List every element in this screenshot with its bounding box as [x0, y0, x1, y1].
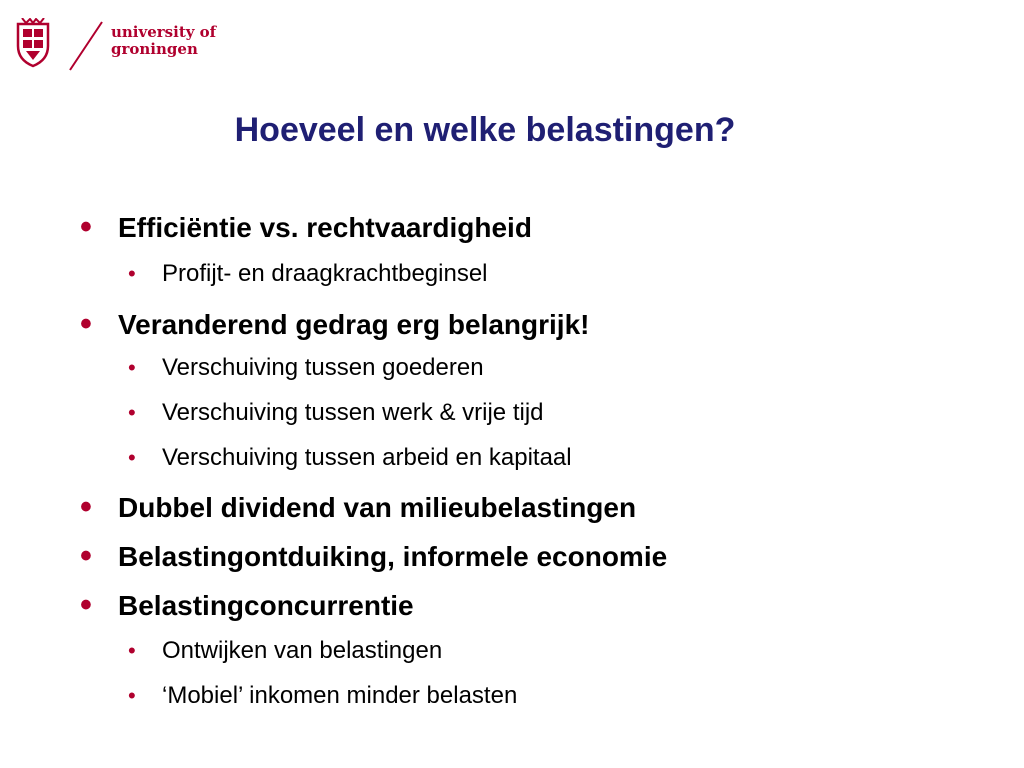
list-item: • Dubbel dividend van milieubelastingen: [80, 488, 637, 526]
list-item: • ‘Mobiel’ inkomen minder belasten: [128, 682, 518, 709]
bullet-icon: •: [128, 355, 136, 380]
bullet-icon: •: [128, 638, 136, 663]
logo-divider-slash: [66, 20, 106, 72]
bullet-icon: •: [128, 261, 136, 286]
university-logo: [14, 18, 217, 74]
bullet-icon: •: [80, 537, 92, 575]
bullet-icon: •: [80, 305, 92, 343]
bullet-icon: •: [128, 445, 136, 470]
bullet-icon: •: [128, 683, 136, 708]
list-item: • Efficiëntie vs. rechtvaardigheid: [80, 208, 532, 246]
bullet-icon: •: [80, 488, 92, 526]
university-crest-icon: [14, 18, 52, 68]
slide-title: Hoeveel en welke belastingen?: [234, 111, 736, 149]
list-item: • Belastingconcurrentie: [80, 586, 414, 624]
logo-line-2: groningen: [111, 40, 198, 58]
list-item: • Veranderend gedrag erg belangrijk!: [80, 305, 590, 343]
list-item: • Belastingontduiking, informele economie: [80, 537, 668, 575]
list-item: • Verschuiving tussen arbeid en kapitaal: [128, 444, 572, 471]
bullet-icon: •: [80, 586, 92, 624]
list-item: • Verschuiving tussen werk & vrije tijd: [128, 399, 544, 426]
list-item: • Ontwijken van belastingen: [128, 637, 443, 664]
logo-wordmark: [111, 24, 216, 58]
bullet-icon: •: [128, 400, 136, 425]
list-item: • Profijt- en draagkrachtbeginsel: [128, 260, 488, 287]
logo-line-1: university of: [111, 23, 217, 41]
list-item: • Verschuiving tussen goederen: [128, 354, 484, 381]
bullet-icon: •: [80, 208, 92, 246]
